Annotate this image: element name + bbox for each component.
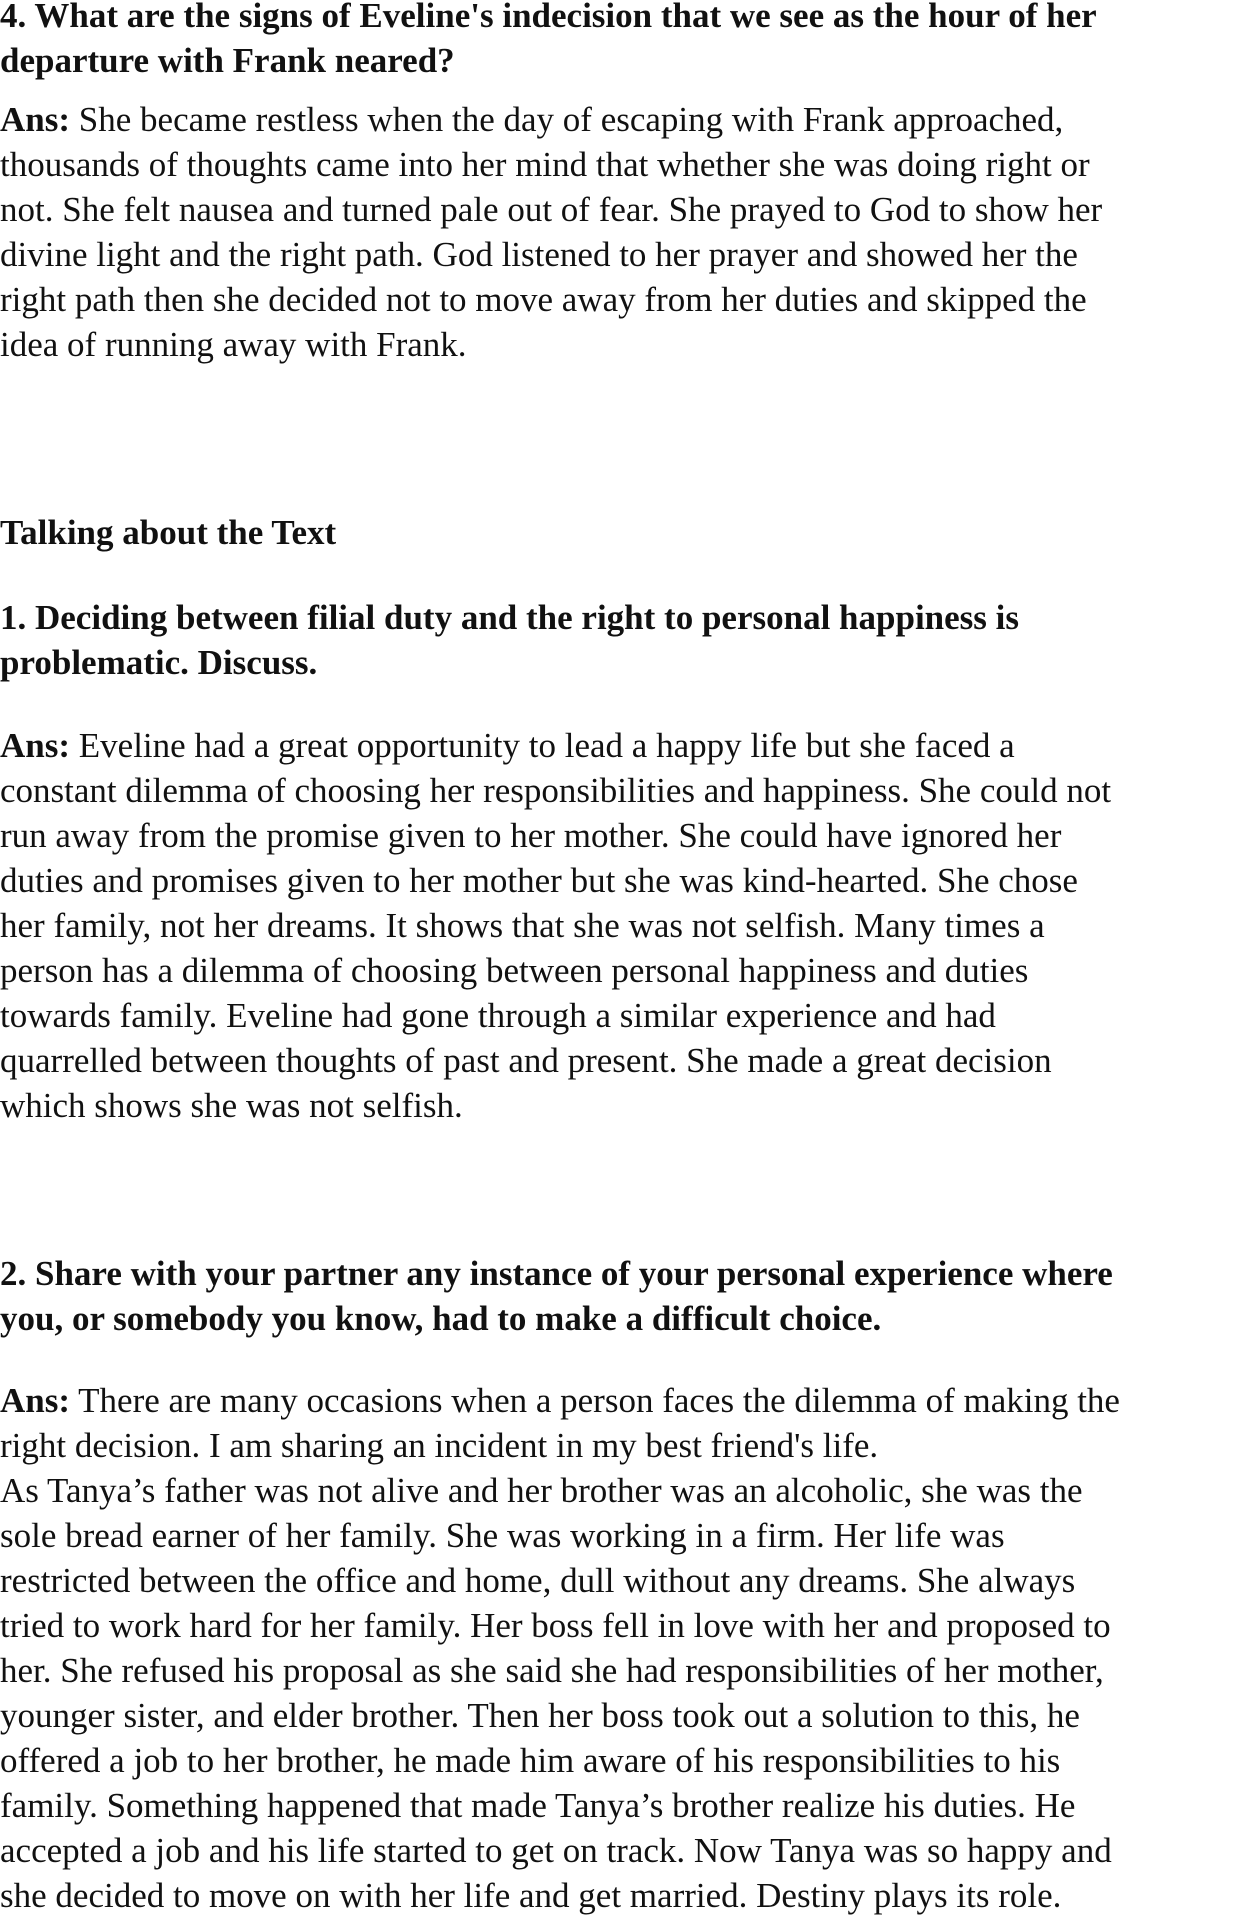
- answer-2-line: family. Something happened that made Tanya’s brother realize his duties. He: [0, 1786, 1076, 1825]
- answer-1-line: run away from the promise given to her mother. She could have ignored her: [0, 816, 1062, 855]
- answer-2-line: she decided to move on with her life and get married. Destiny plays its role.: [0, 1876, 1062, 1915]
- answer-1-line: constant dilemma of choosing her responsibilities and happiness. She could not: [0, 771, 1112, 810]
- answer-2-line: restricted between the office and home, dull without any dreams. She always: [0, 1561, 1076, 1600]
- answer-4-line: not. She felt nausea and turned pale out of fear. She prayed to God to show her: [0, 190, 1103, 229]
- answer-2-line: younger sister, and elder brother. Then her boss took out a solution to this, he: [0, 1696, 1080, 1735]
- answer-1-line: which shows she was not selfish.: [0, 1086, 463, 1125]
- answer-2-line: tried to work hard for her family. Her boss fell in love with her and proposed to: [0, 1606, 1111, 1645]
- answer-2-text: There are many occasions when a person faces the dilemma of making the: [70, 1381, 1120, 1420]
- answer-4-line: idea of running away with Frank.: [0, 325, 467, 364]
- answer-1-paragraph: [0, 723, 1111, 1128]
- answer-4-line: divine light and the right path. God listened to her prayer and showed her the: [0, 235, 1078, 274]
- answer-2-line: As Tanya’s father was not alive and her brother was an alcoholic, she was the: [0, 1471, 1083, 1510]
- answer-4-line: right path then she decided not to move away from her duties and skipped the: [0, 280, 1087, 319]
- answer-1-line: duties and promises given to her mother but she was kind-hearted. She chose: [0, 861, 1078, 900]
- answer-2-line: right decision. I am sharing an incident in my best friend's life.: [0, 1426, 879, 1465]
- answer-label: Ans:: [0, 100, 71, 139]
- answer-label: Ans:: [0, 1381, 71, 1420]
- question-2-line: you, or somebody you know, had to make a difficult choice.: [0, 1299, 882, 1338]
- question-1-line: 1. Deciding between filial duty and the right to personal happiness is: [0, 598, 1019, 637]
- answer-1-line: her family, not her dreams. It shows that she was not selfish. Many times a: [0, 906, 1045, 945]
- answer-2-line: sole bread earner of her family. She was working in a firm. Her life was: [0, 1516, 1005, 1555]
- answer-4-line: [0, 97, 1102, 142]
- answer-1-line: towards family. Eveline had gone through a similar experience and had: [0, 996, 996, 1035]
- answer-2-paragraph: [0, 1378, 1120, 1918]
- question-1-line: problematic. Discuss.: [0, 643, 318, 682]
- question-2-line: 2. Share with your partner any instance of your personal experience where: [0, 1254, 1113, 1293]
- answer-1-text: Eveline had a great opportunity to lead a happy life but she faced a: [70, 726, 1015, 765]
- answer-1-line: quarrelled between thoughts of past and present. She made a great decision: [0, 1041, 1052, 1080]
- question-2-heading: [0, 1251, 1113, 1341]
- question-1-heading: [0, 595, 1019, 685]
- answer-2-line: her. She refused his proposal as she said she had responsibilities of her mother,: [0, 1651, 1104, 1690]
- question-4-heading: [0, 0, 1097, 83]
- answer-4-text: She became restless when the day of escaping with Frank approached,: [70, 100, 1064, 139]
- question-4-line: 4. What are the signs of Eveline's indecision that we see as the hour of her: [0, 0, 1097, 35]
- answer-1-line: person has a dilemma of choosing between personal happiness and duties: [0, 951, 1029, 990]
- answer-4-line: thousands of thoughts came into her mind that whether she was doing right or: [0, 145, 1090, 184]
- answer-4-paragraph: [0, 97, 1102, 367]
- question-4-line: departure with Frank neared?: [0, 41, 455, 80]
- answer-2-line: [0, 1378, 1120, 1423]
- answer-1-line: [0, 723, 1111, 768]
- answer-label: Ans:: [0, 726, 71, 765]
- section-title: Talking about the Text: [0, 513, 337, 552]
- answer-2-line: offered a job to her brother, he made him aware of his responsibilities to his: [0, 1741, 1061, 1780]
- answer-2-line: accepted a job and his life started to get on track. Now Tanya was so happy and: [0, 1831, 1112, 1870]
